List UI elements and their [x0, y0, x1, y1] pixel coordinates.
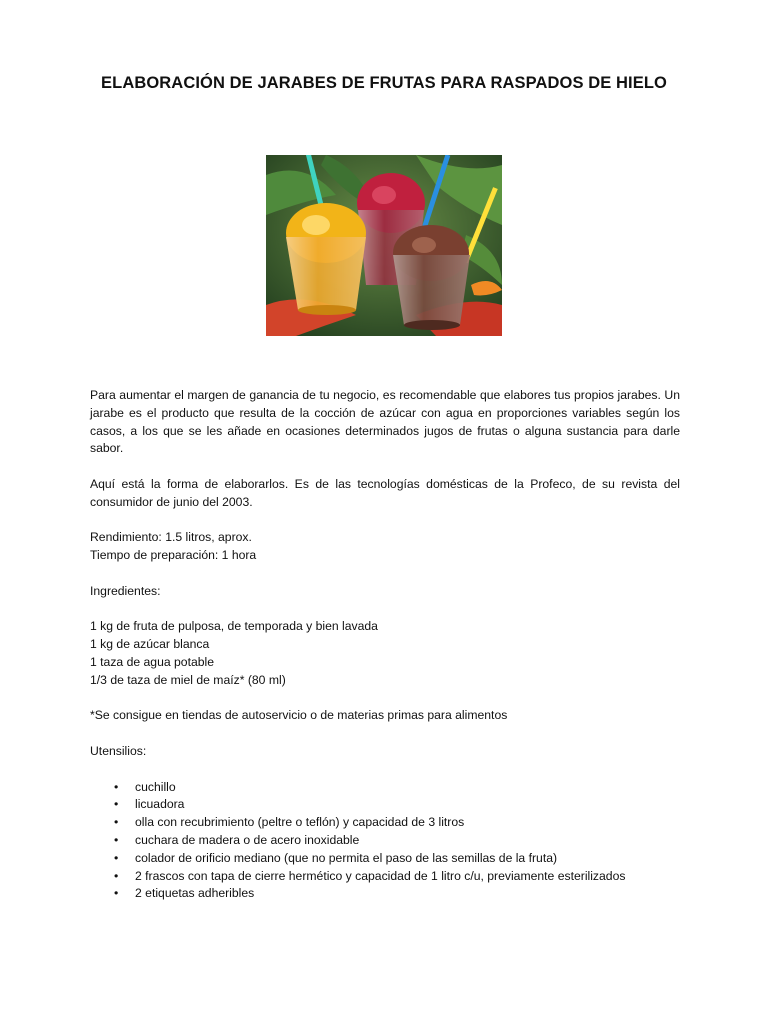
ingredient-item: 1 taza de agua potable: [90, 654, 215, 669]
yield-line: Rendimiento: 1.5 litros, aprox.: [90, 530, 252, 545]
utensil-item: [90, 796, 680, 814]
utensil-text: olla con recubrimiento (peltre o teflón) y capacidad de 3 litros: [135, 815, 465, 830]
bullet-icon: •: [114, 779, 119, 794]
utensil-item: [90, 779, 680, 797]
ingredients-heading: Ingredientes:: [90, 583, 161, 598]
utensil-item: [90, 814, 680, 832]
utensil-item: [90, 832, 680, 850]
bullet-icon: •: [114, 868, 119, 883]
bullet-icon: •: [114, 815, 119, 830]
prep-time-line: Tiempo de preparación: 1 hora: [90, 548, 257, 563]
utensil-text: 2 etiquetas adheribles: [135, 886, 255, 901]
ingredient-item: 1 kg de azúcar blanca: [90, 637, 210, 652]
utensil-item: [90, 885, 680, 903]
intro-paragraph: Para aumentar el margen de ganancia de tu negocio, es recomendable que elabores tus propios jarabes. Un jarabe es el producto que resulta de la cocción de azúcar con agua en proporciones variables según los casos, a los que se les añade en ocasiones determinados jugos de frutas o alguna sustancia para darle sabor.: [90, 388, 680, 456]
utensil-item: [90, 850, 680, 868]
footnote: *Se consigue en tiendas de autoservicio o de materias primas para alimentos: [90, 708, 508, 723]
shaved-ice-photo: [266, 155, 502, 336]
document-body: [90, 387, 680, 903]
bullet-icon: •: [114, 850, 119, 865]
utensil-text: colador de orificio mediano (que no permita el paso de las semillas de la fruta): [135, 850, 558, 865]
bullet-icon: •: [114, 797, 119, 812]
utensil-text: 2 frascos con tapa de cierre hermético y capacidad de 1 litro c/u, previamente esterilizados: [135, 868, 626, 883]
ingredient-item: 1 kg de fruta de pulposa, de temporada y bien lavada: [90, 619, 378, 634]
utensil-text: licuadora: [135, 797, 185, 812]
bullet-icon: •: [114, 832, 119, 847]
utensil-item: [90, 868, 680, 886]
ingredient-item: 1/3 de taza de miel de maíz* (80 ml): [90, 672, 286, 687]
source-paragraph: Aquí está la forma de elaborarlos. Es de las tecnologías domésticas de la Profeco, de su revista del consumidor de junio del 2003.: [90, 476, 680, 509]
utensils-list: [90, 779, 680, 904]
document-title: ELABORACIÓN DE JARABES DE FRUTAS PARA RASPADOS DE HIELO: [101, 74, 667, 92]
utensils-heading: Utensilios:: [90, 743, 147, 758]
utensil-text: cuchillo: [135, 779, 176, 794]
utensil-text: cuchara de madera o de acero inoxidable: [135, 832, 360, 847]
bullet-icon: •: [114, 886, 119, 901]
